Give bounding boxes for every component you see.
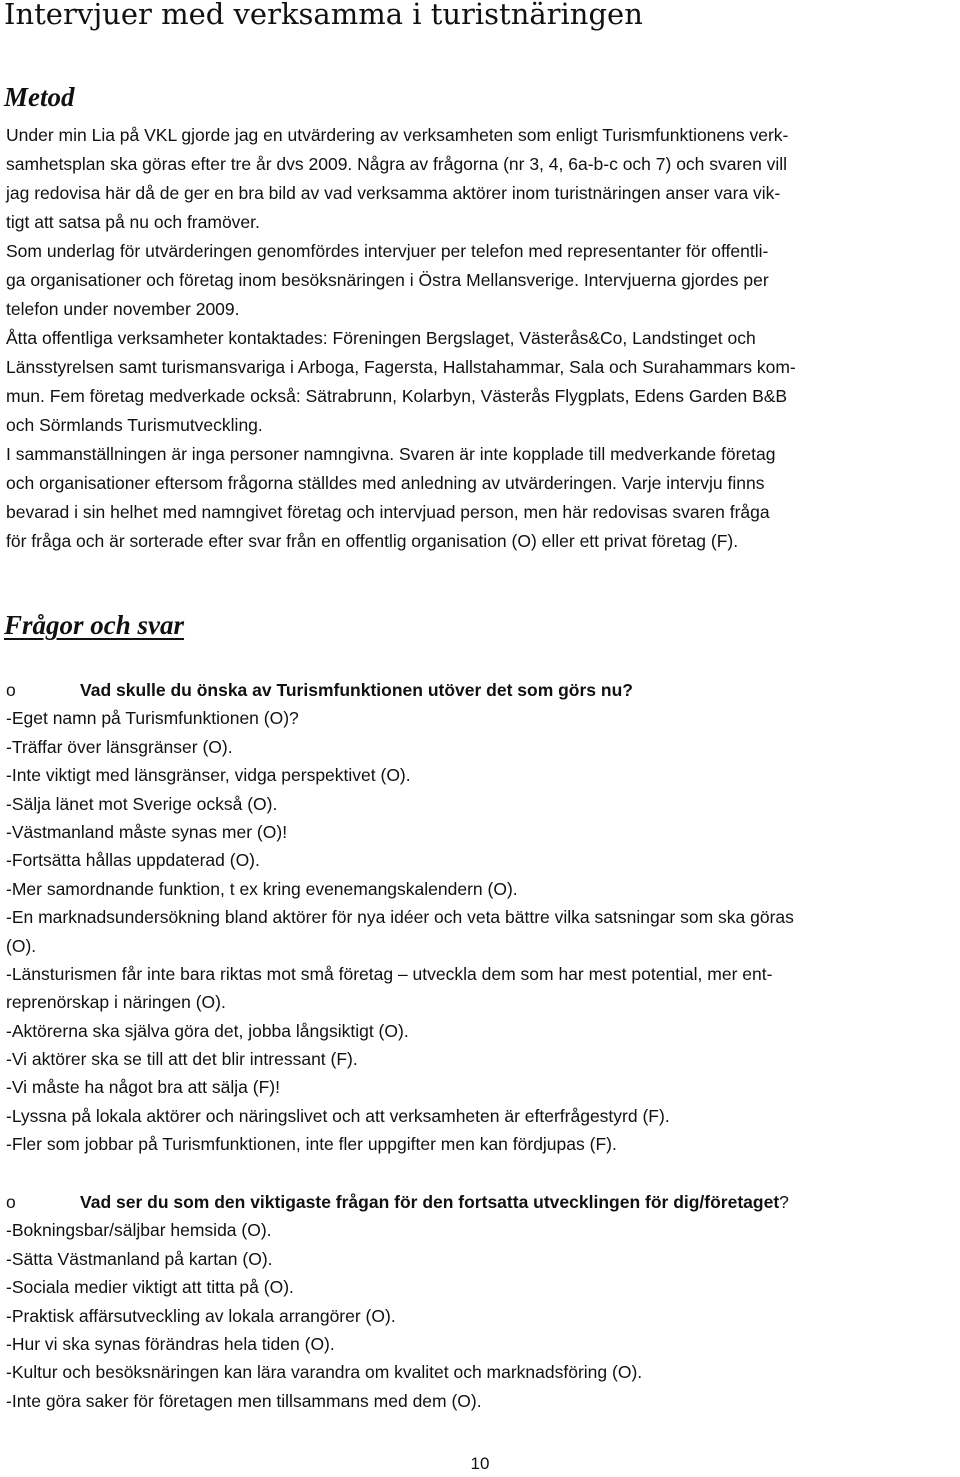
text-line: Länsstyrelsen samt turismansvariga i Arboga, Fagersta, Hallstahammar, Sala och Surahammars kom- xyxy=(6,357,796,377)
text-line: tigt att satsa på nu och framöver. xyxy=(6,212,260,232)
answer-line: -Fortsätta hållas uppdaterad (O). xyxy=(6,850,260,871)
answer-line: -Eget namn på Turismfunktionen (O)? xyxy=(6,708,299,729)
text-line: samhetsplan ska göras efter tre år dvs 2009. Några av frågorna (nr 3, 4, 6a-b-c och 7) och svaren vill xyxy=(6,154,788,174)
text-line: Under min Lia på VKL gjorde jag en utvärdering av verksamheten som enligt Turismfunktionens verk- xyxy=(6,125,789,145)
text-line: telefon under november 2009. xyxy=(6,299,240,319)
text-line: I sammanställningen är inga personer namngivna. Svaren är inte kopplade till medverkande företag xyxy=(6,444,776,464)
text-line: och organisationer eftersom frågorna ställdes med anledning av utvärderingen. Varje intervju finns xyxy=(6,473,765,493)
answer-line: -Hur vi ska synas förändras hela tiden (O). xyxy=(6,1333,335,1354)
answer-line: (O). xyxy=(6,935,37,956)
answer-line: -En marknadsundersökning bland aktörer för nya idéer och veta bättre vilka satsningar som ska göras xyxy=(6,907,794,928)
question-block-2 xyxy=(6,1188,956,1415)
answer-line: reprenörskap i näringen (O). xyxy=(6,992,226,1013)
question-2 xyxy=(6,1188,956,1216)
answer-line: -Västmanland måste synas mer (O)! xyxy=(6,821,288,842)
answer-line: -Inte viktigt med länsgränser, vidga perspektivet (O). xyxy=(6,765,411,786)
answer-line: -Länsturismen får inte bara riktas mot små företag – utveckla dem som har mest potential, mer ent- xyxy=(6,963,773,984)
answer-line: -Vi aktörer ska se till att det blir intressant (F). xyxy=(6,1049,358,1070)
text-line: jag redovisa här då de ger en bra bild av vad verksamma aktörer inom turistnäringen anser vara vik- xyxy=(6,183,781,203)
method-paragraph xyxy=(6,121,956,556)
text-line: bevarad i sin helhet med namngivet företag och intervjuad person, men här redovisas svaren fråga xyxy=(6,502,770,522)
list-bullet: o xyxy=(6,680,16,700)
page-title: Intervjuer med verksamma i turistnäringen xyxy=(4,0,643,31)
section-heading-metod: Metod xyxy=(4,82,75,112)
answer-line: -Inte göra saker för företagen men tillsammans med dem (O). xyxy=(6,1390,482,1411)
text-line: för fråga och är sorterade efter svar från en offentlig organisation (O) eller ett privat företag (F). xyxy=(6,531,739,551)
text-line: Som underlag för utvärderingen genomfördes intervjuer per telefon med representanter för offentli- xyxy=(6,241,769,261)
answer-line: -Vi måste ha något bra att sälja (F)! xyxy=(6,1077,280,1098)
answer-line: -Sätta Västmanland på kartan (O). xyxy=(6,1248,273,1269)
answer-line: -Träffar över länsgränser (O). xyxy=(6,736,233,757)
answer-line: -Aktörerna ska själva göra det, jobba långsiktigt (O). xyxy=(6,1020,409,1041)
answer-line: -Mer samordnande funktion, t ex kring evenemangskalendern (O). xyxy=(6,878,518,899)
text-line: ga organisationer och företag inom besöksnäringen i Östra Mellansverige. Intervjuerna gjordes per xyxy=(6,270,769,290)
question-block-1 xyxy=(6,676,956,1159)
page-number: 10 xyxy=(470,1454,490,1473)
question-1 xyxy=(6,676,956,704)
question-text: Vad skulle du önska av Turismfunktionen utöver det som görs nu? xyxy=(80,680,633,700)
question-mark: ? xyxy=(779,1192,789,1212)
text-line: och Sörmlands Turismutveckling. xyxy=(6,415,263,435)
answer-line: -Bokningsbar/säljbar hemsida (O). xyxy=(6,1220,272,1241)
answer-line: -Kultur och besöksnäringen kan lära varandra om kvalitet och marknadsföring (O). xyxy=(6,1362,643,1383)
text-line: mun. Fem företag medverkade också: Sätrabrunn, Kolarbyn, Västerås Flygplats, Edens Garden B&B xyxy=(6,386,788,406)
answer-line: -Lyssna på lokala aktörer och näringslivet och att verksamheten är efterfrågestyrd (F). xyxy=(6,1105,670,1126)
question-text: Vad ser du som den viktigaste frågan för den fortsatta utvecklingen för dig/företaget xyxy=(80,1192,780,1212)
answer-line: -Sociala medier viktigt att titta på (O). xyxy=(6,1277,294,1298)
section-heading-fragor: Frågor och svar xyxy=(4,610,185,640)
answer-line: -Fler som jobbar på Turismfunktionen, inte fler uppgifter men kan fördjupas (F). xyxy=(6,1134,617,1155)
list-bullet: o xyxy=(6,1192,16,1212)
text-line: Åtta offentliga verksamheter kontaktades: Föreningen Bergslaget, Västerås&Co, Landstinget och xyxy=(6,328,756,348)
answer-line: -Sälja länet mot Sverige också (O). xyxy=(6,793,278,814)
answer-line: -Praktisk affärsutveckling av lokala arrangörer (O). xyxy=(6,1305,396,1326)
